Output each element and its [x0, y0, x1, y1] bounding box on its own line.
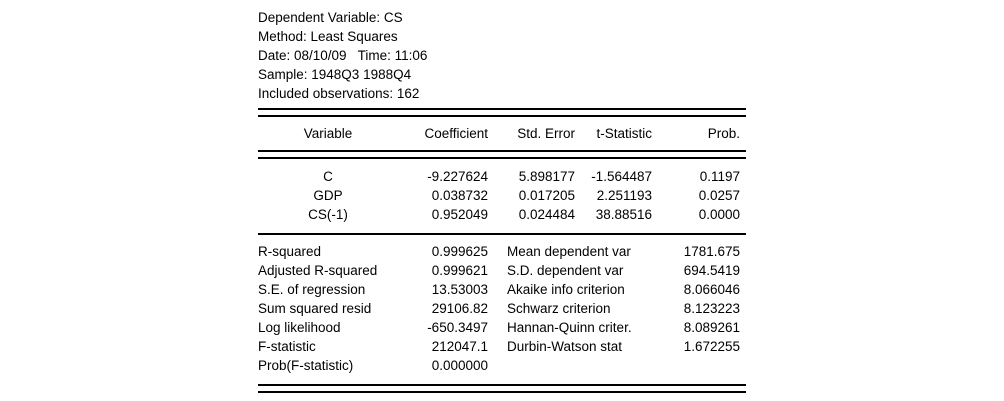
column-header-coefficient: Coefficient — [424, 126, 488, 141]
method-line: Method: Least Squares — [258, 29, 398, 44]
stat-label: Akaike info criterion — [507, 282, 625, 297]
coefficient-cell: -9.227624 — [427, 169, 488, 184]
table-row — [258, 167, 746, 186]
stat-value: 8.123223 — [683, 301, 740, 316]
stat-value: 0.999621 — [431, 263, 488, 278]
stat-value: 8.089261 — [683, 320, 740, 335]
stat-label: Durbin-Watson stat — [507, 339, 623, 354]
summary-statistics-table — [258, 242, 746, 375]
std-error-cell: 0.017205 — [518, 188, 575, 203]
stat-value: 29106.82 — [431, 301, 488, 316]
column-header-prob: Prob. — [707, 126, 740, 141]
regression-report — [258, 8, 746, 393]
table-row — [258, 242, 746, 261]
table-row — [258, 318, 746, 337]
table-row — [258, 205, 746, 224]
report-header — [258, 8, 746, 103]
stat-label: Adjusted R-squared — [258, 263, 378, 278]
stat-label: S.E. of regression — [258, 282, 366, 297]
rule-below-header — [258, 150, 746, 159]
stat-label: Mean dependent var — [507, 244, 631, 259]
stat-value: 694.5419 — [683, 263, 740, 278]
coefficient-header-row — [258, 117, 746, 150]
column-header-std-error: Std. Error — [517, 126, 575, 141]
table-row — [258, 299, 746, 318]
prob-cell: 0.1197 — [699, 169, 740, 184]
rule-top — [258, 108, 746, 117]
stat-label: Sum squared resid — [258, 301, 372, 316]
variable-cell: CS(-1) — [308, 207, 348, 222]
stat-value — [658, 356, 746, 375]
std-error-cell: 0.024484 — [518, 207, 575, 222]
stat-value: 212047.1 — [431, 339, 488, 354]
rule-mid — [258, 233, 746, 235]
table-row — [258, 261, 746, 280]
dependent-variable-line: Dependent Variable: CS — [258, 10, 403, 25]
stat-value: 8.066046 — [683, 282, 740, 297]
stat-label: Prob(F-statistic) — [258, 358, 354, 373]
coefficient-table-header — [258, 117, 746, 150]
stat-value: -650.3497 — [427, 320, 488, 335]
stat-label: S.D. dependent var — [507, 263, 624, 278]
table-row — [258, 280, 746, 299]
coefficient-cell: 0.038732 — [431, 188, 488, 203]
variable-cell: C — [323, 169, 333, 184]
stat-label: F-statistic — [258, 339, 316, 354]
observations-line: Included observations: 162 — [258, 86, 420, 101]
prob-cell: 0.0257 — [698, 188, 740, 203]
prob-cell: 0.0000 — [698, 207, 740, 222]
coefficient-table — [258, 167, 746, 224]
stat-label: Hannan-Quinn criter. — [507, 320, 632, 335]
stat-value: 13.53003 — [431, 282, 488, 297]
stat-label: R-squared — [258, 244, 322, 259]
stat-label: Schwarz criterion — [507, 301, 611, 316]
stat-value: 1781.675 — [683, 244, 740, 259]
std-error-cell: 5.898177 — [518, 169, 575, 184]
coefficient-table-body — [258, 159, 746, 224]
table-row — [258, 337, 746, 356]
variable-cell: GDP — [313, 188, 343, 203]
stat-value: 0.000000 — [431, 358, 488, 373]
date-time-line: Date: 08/10/09 Time: 11:06 — [258, 48, 428, 63]
stat-label: Log likelihood — [258, 320, 341, 335]
table-row — [258, 186, 746, 205]
stat-value: 0.999625 — [431, 244, 488, 259]
t-statistic-cell: 2.251193 — [596, 188, 652, 203]
stat-label — [488, 356, 658, 375]
rule-bottom — [258, 384, 746, 393]
t-statistic-cell: -1.564487 — [591, 169, 652, 184]
column-header-t-statistic: t-Statistic — [596, 126, 652, 141]
table-row — [258, 356, 746, 375]
sample-line: Sample: 1948Q3 1988Q4 — [258, 67, 412, 82]
coefficient-cell: 0.952049 — [431, 207, 488, 222]
stat-value: 1.672255 — [683, 339, 740, 354]
column-header-variable: Variable — [303, 126, 353, 141]
t-statistic-cell: 38.88516 — [595, 207, 652, 222]
